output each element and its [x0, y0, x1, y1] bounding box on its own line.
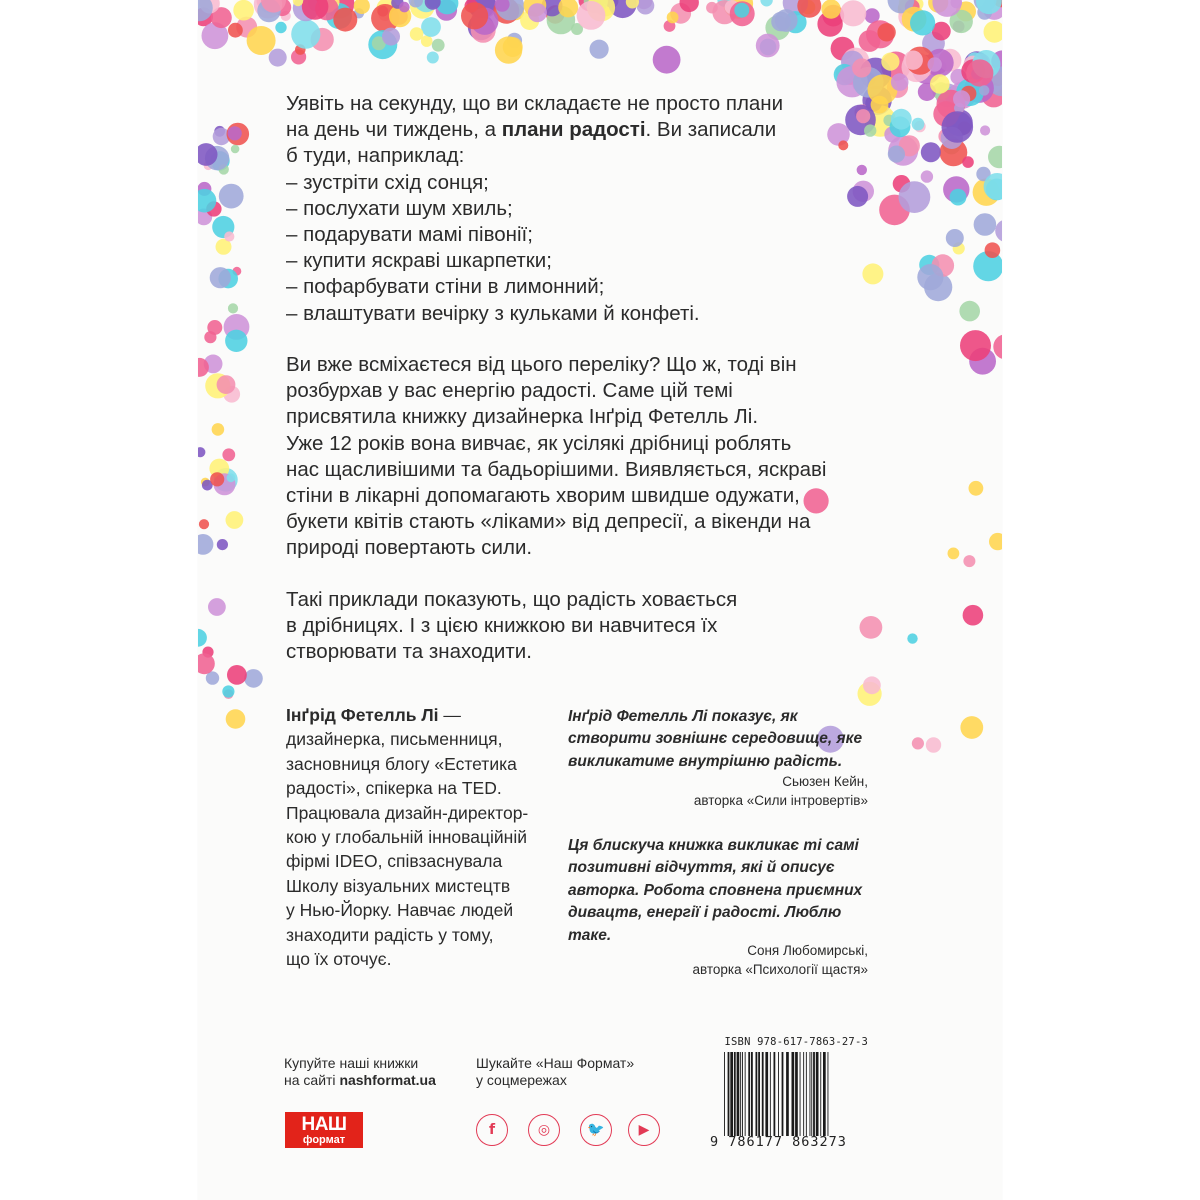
confetti-dot: [912, 737, 924, 749]
confetti-dot: [864, 124, 876, 136]
quote-cain: Інґрід Фетелль Лі показує, як створити зовнішнє середовище, яке викликатиме внутрішню радість.: [568, 708, 863, 770]
confetti-dot: [921, 170, 933, 182]
barcode-bar: [778, 1052, 779, 1136]
confetti-dot: [244, 669, 263, 688]
confetti-dot: [979, 85, 989, 95]
barcode-bar: [740, 1052, 741, 1136]
confetti-dot: [590, 40, 609, 59]
confetti-dot: [291, 19, 320, 48]
confetti-dot: [960, 330, 991, 361]
confetti-dot: [910, 10, 935, 35]
confetti-dot: [988, 146, 1002, 168]
confetti-dot: [495, 36, 522, 63]
barcode-bar: [810, 1052, 811, 1136]
confetti-dot: [653, 46, 681, 74]
barcode-bar: [803, 1052, 804, 1136]
confetti-dot: [219, 184, 244, 209]
barcode-bar: [770, 1052, 771, 1136]
quote-attribution-cain: Сьюзен Кейн, авторка «Сили інтровертів»: [693, 774, 868, 808]
confetti-dot: [198, 534, 213, 555]
confetti-dot: [217, 539, 228, 550]
confetti-dot: [210, 472, 224, 486]
confetti-dot: [226, 709, 246, 729]
barcode-bar: [782, 1052, 784, 1136]
confetti-dot: [222, 685, 234, 697]
confetti-dot: [930, 74, 950, 94]
joy-plans-bold: плани радості: [501, 118, 646, 142]
confetti-dot: [410, 27, 424, 41]
confetti-dot: [210, 267, 231, 288]
confetti-dot: [760, 0, 772, 7]
confetti-dot: [974, 213, 997, 236]
isbn-label: ISBN 978-617-7863-27-3: [724, 1036, 868, 1048]
barcode-bar: [816, 1052, 819, 1136]
confetti-dot: [948, 548, 960, 560]
confetti-dot: [980, 125, 990, 135]
confetti-dot: [637, 0, 655, 14]
confetti-dot: [217, 375, 236, 394]
author-bio: Інґрід Фетелль Лі — дизайнерка, письменниця, засновниця блогу «Естетика радості», спікерка на TED. Працювала дизайн-директор- кою у глобальній інноваційній фірмі IDEO, співзаснувала Школу візуальних мистецтв у Нью-Йорку. Навчає людей знаходити радість у тому, що їх оточує.: [286, 705, 529, 970]
confetti-dot: [942, 111, 974, 143]
confetti-dot: [960, 716, 983, 739]
confetti-dot: [734, 3, 749, 18]
author-name: Інґрід Фетелль Лі: [286, 705, 439, 725]
confetti-dot: [863, 676, 881, 694]
confetti-dot: [269, 49, 287, 67]
facebook-icon[interactable]: f: [476, 1114, 508, 1146]
confetti-dot: [860, 616, 883, 639]
confetti-dot: [959, 301, 980, 322]
confetti-dot: [888, 146, 905, 163]
confetti-dot: [891, 109, 912, 130]
confetti-dot: [421, 17, 441, 37]
confetti-dot: [382, 28, 400, 46]
confetti-dot: [995, 219, 1002, 242]
confetti-dot: [985, 242, 1001, 258]
confetti-dot: [984, 21, 1003, 43]
confetti-dot: [891, 73, 909, 91]
quote-lyubomirsky: Ця блискуча книжка викликає ті самі позитивні відчуття, які й описує авторка. Робота сповнена приємних дивацтв, енергії і радості. Люблю таке.: [568, 837, 863, 944]
conclusion-paragraph: Такі приклади показують, що радість ховається в дрібницях. І з цією книжкою ви навчитеся їх створювати та знаходити.: [286, 588, 738, 664]
confetti-dot: [881, 53, 899, 71]
confetti-dot: [198, 629, 207, 647]
barcode-bar: [762, 1052, 764, 1136]
confetti-dot: [921, 142, 941, 162]
youtube-icon[interactable]: ▶: [628, 1114, 660, 1146]
barcode-bar: [820, 1052, 821, 1136]
barcode-bar: [756, 1052, 758, 1136]
barcode-bar: [795, 1052, 798, 1136]
barcode-bar: [813, 1052, 815, 1136]
barcode-bars: [724, 1052, 868, 1136]
confetti-dot: [577, 1, 606, 30]
intro-paragraph: Уявіть на секунду, що ви складаєте не просто плани на день чи тиждень, а плани радості. Ви записали б туди, наприклад: – зустріти схід сонця; – послухати шум хвиль; – подарувати мамі півонії; – купити яскраві шкарпетки; – пофарбувати стіни в лимонний; – влаштувати вечірку з кульками й конфеті.: [286, 92, 784, 325]
barcode-bar: [751, 1052, 753, 1136]
twitter-icon[interactable]: 🐦: [580, 1114, 612, 1146]
book-back-cover: [198, 0, 1002, 1200]
confetti-dot: [871, 96, 889, 114]
confetti-dot: [953, 90, 970, 107]
barcode-bar: [823, 1052, 826, 1136]
description-paragraph: Ви вже всміхаєтеся від цього переліку? Що ж, тоді він розбурхав у вас енергію радості. Саме цій темі присвятила книжку дизайнерка Інґрід Фетелль Лі. Уже 12 років вона вивчає, як усілякі дрібниці роблять нас щасливішими та бадьорішими. Виявляється, яскраві стіни в лікарні допомагають хворим швидше одужати, букети квітів стають «ліками» від депресії, а вікенди на природі повертають сили.: [286, 353, 827, 560]
barcode-bar: [786, 1052, 789, 1136]
confetti-dot: [856, 109, 870, 123]
confetti-dot: [198, 447, 205, 457]
confetti-dot: [204, 331, 216, 343]
instagram-icon[interactable]: ◎: [528, 1114, 560, 1146]
buy-books-note: Купуйте наші книжки на сайті nashformat.ua: [284, 1055, 436, 1088]
confetti-dot: [399, 2, 410, 13]
confetti-dot: [912, 118, 925, 131]
confetti-dot: [247, 26, 276, 55]
confetti-dot: [667, 12, 679, 24]
social-note: Шукайте «Наш Формат» у соцмережах: [476, 1055, 635, 1088]
confetti-dot: [821, 0, 840, 19]
confetti-dot: [427, 52, 439, 64]
confetti-dot: [228, 303, 238, 313]
confetti-dot: [227, 473, 236, 482]
confetti-dot: [877, 23, 895, 41]
barcode-bar: [728, 1052, 730, 1136]
barcode: [710, 1036, 868, 1152]
confetti-dot: [962, 156, 974, 168]
confetti-dot: [432, 39, 445, 52]
barcode-bar: [828, 1052, 829, 1136]
confetti-dot: [857, 165, 867, 175]
confetti-dot: [969, 481, 984, 496]
publisher-logo: НАШ формат: [285, 1112, 363, 1148]
confetti-dot: [461, 2, 488, 29]
barcode-bar: [737, 1052, 740, 1136]
barcode-bar: [792, 1052, 795, 1136]
confetti-dot: [859, 30, 881, 52]
confetti-dot: [228, 126, 242, 140]
confetti-dot: [199, 519, 209, 529]
barcode-bar: [774, 1052, 776, 1136]
barcode-bar: [730, 1052, 733, 1136]
confetti-dot: [899, 181, 931, 213]
confetti-dot: [222, 448, 235, 461]
confetti-dot: [862, 263, 883, 284]
confetti-dot: [963, 605, 984, 626]
confetti-dot: [963, 555, 975, 567]
barcode-bar: [806, 1052, 807, 1136]
confetti-dot: [950, 189, 967, 206]
confetti-dot: [989, 533, 1002, 550]
confetti-dot: [208, 598, 226, 616]
barcode-bar: [724, 1052, 725, 1136]
confetti-dot: [333, 8, 357, 32]
confetti-dot: [904, 51, 923, 70]
barcode-bar: [734, 1052, 736, 1136]
barcode-number: 9 786177 863273: [710, 1134, 847, 1150]
confetti-dot: [275, 22, 286, 33]
confetti-dot: [227, 665, 247, 685]
confetti-dot: [852, 58, 871, 77]
confetti-dot: [917, 264, 943, 290]
website-link[interactable]: nashformat.ua: [339, 1072, 436, 1088]
barcode-bar: [742, 1052, 743, 1136]
confetti-dot: [198, 653, 215, 674]
barcode-bar: [811, 1052, 812, 1136]
barcode-bar: [758, 1052, 760, 1136]
confetti-dot: [212, 423, 225, 436]
confetti-dot: [771, 12, 791, 32]
confetti-dot: [224, 231, 234, 241]
confetti-dot: [226, 511, 244, 529]
confetti-dot: [847, 186, 868, 207]
confetti-dot: [840, 0, 866, 26]
confetti-dot: [907, 633, 917, 643]
barcode-bar: [800, 1052, 801, 1136]
confetti-dot: [528, 3, 547, 22]
confetti-dot: [233, 0, 254, 21]
confetti-dot: [928, 57, 942, 71]
barcode-bar: [765, 1052, 768, 1136]
confetti-dot: [756, 34, 780, 58]
barcode-bar: [748, 1052, 750, 1136]
confetti-dot: [225, 330, 247, 352]
confetti-dot: [946, 229, 964, 247]
confetti-dot: [926, 737, 941, 752]
confetti-dot: [231, 145, 240, 154]
barcode-bar: [745, 1052, 746, 1136]
confetti-dot: [228, 23, 243, 38]
confetti-dot: [966, 59, 993, 86]
quote-attribution-lyubomirsky: Соня Любомирські, авторка «Психології щастя»: [692, 943, 868, 977]
